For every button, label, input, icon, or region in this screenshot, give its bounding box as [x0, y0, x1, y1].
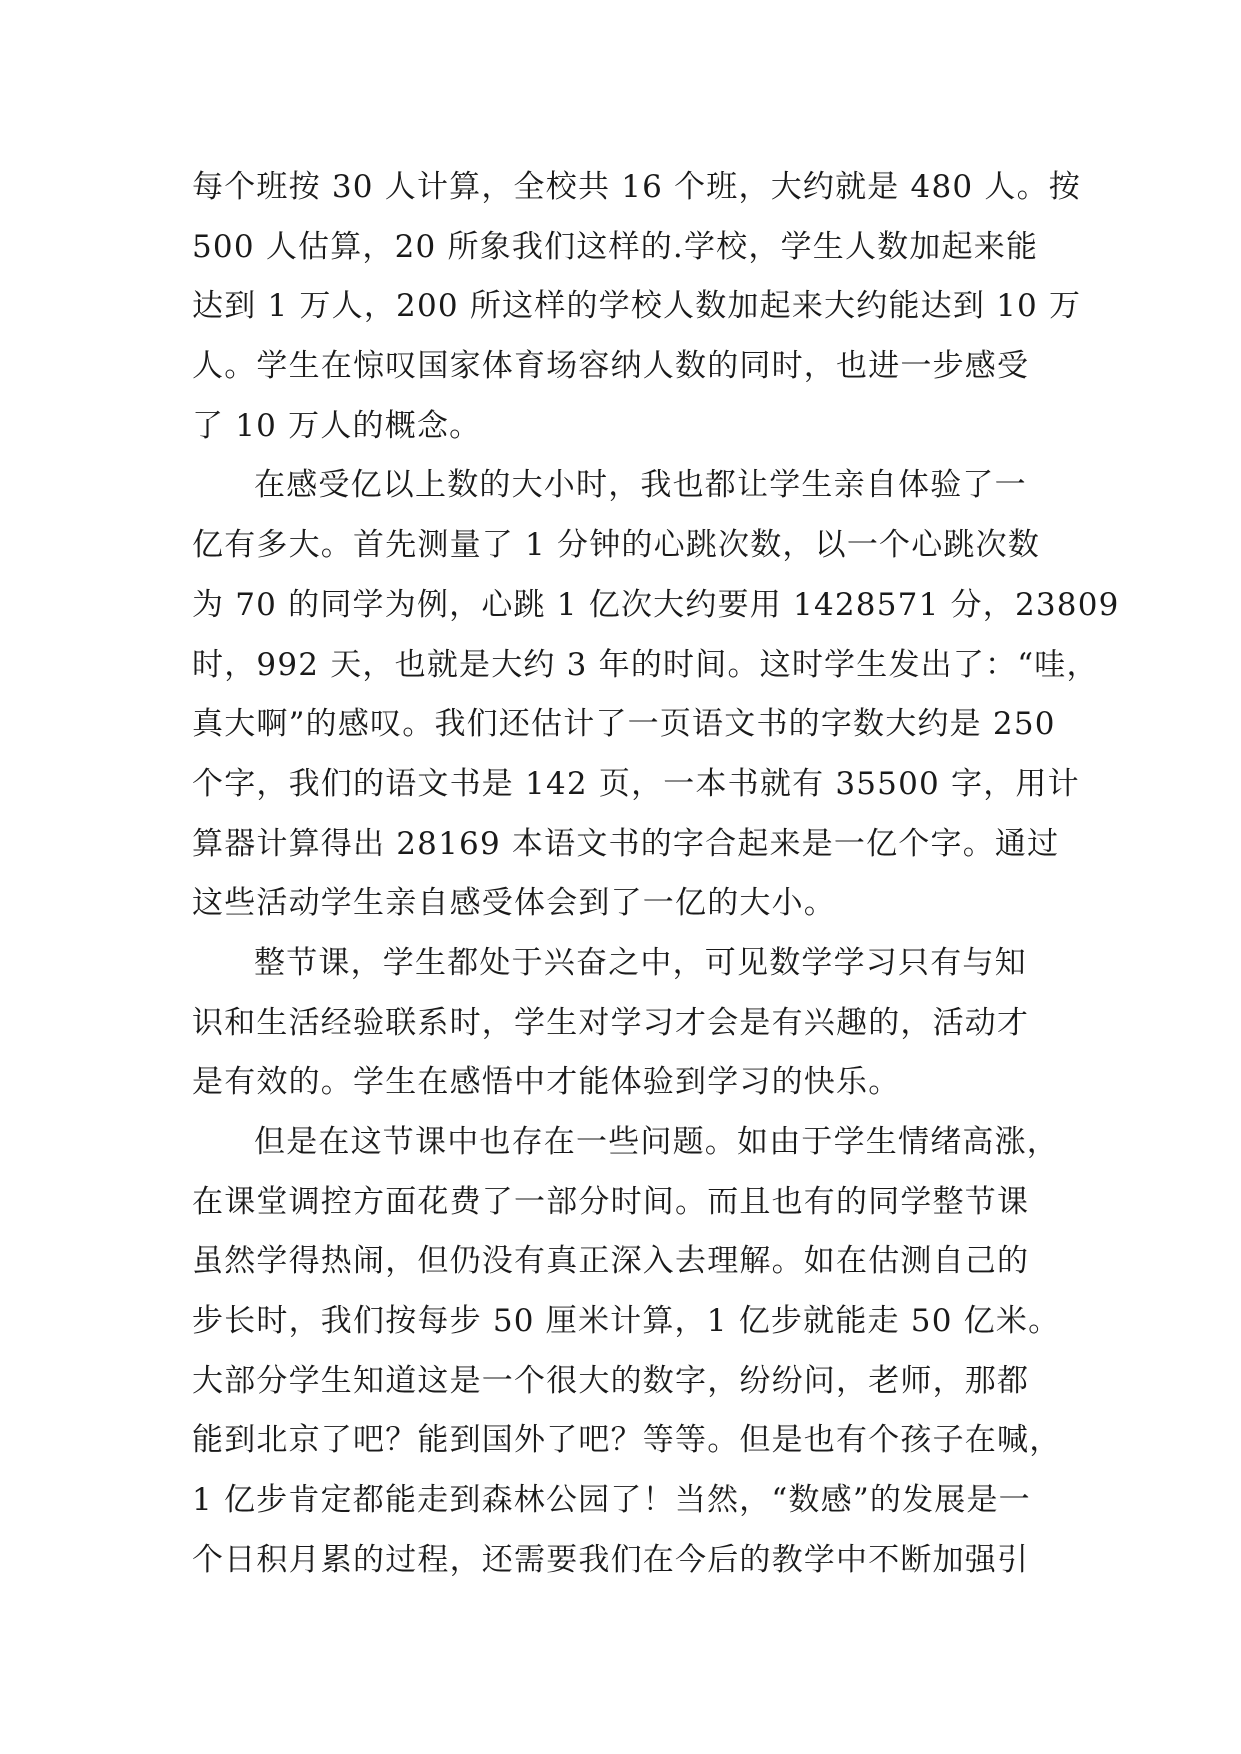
paragraph-first-line: 在感受亿以上数的大小时，我也都让学生亲自体验了一: [254, 467, 1027, 504]
text-line: 个日积月累的过程，还需要我们在今后的教学中不断加强引: [192, 1541, 1030, 1578]
text-line: 每个班按 30 人计算，全校共 16 个班，大约就是 480 人。按: [192, 169, 1081, 205]
document-body: [192, 158, 1120, 1591]
paragraph-first-line: 但是在这节课中也存在一些问题。如由于学生情绪高涨，: [254, 1124, 1059, 1160]
text-line: 是有效的。学生在感悟中才能体验到学习的快乐。: [192, 1064, 901, 1101]
text-line: 在课堂调控方面花费了一部分时间。而且也有的同学整节课: [192, 1183, 1030, 1220]
text-line: 真大啊”的感叹。我们还估计了一页语文书的字数大约是 250: [192, 706, 1056, 743]
text-line: 识和生活经验联系时，学生对学习才会是有兴趣的，活动才: [192, 1004, 1030, 1041]
text-line: 时，992 天，也就是大约 3 年的时间。这时学生发出了：“哇，: [192, 646, 1099, 683]
text-line: 虽然学得热闹，但仍没有真正深入去理解。如在估测自己的: [192, 1243, 1030, 1280]
text-line: 1 亿步肯定都能走到森林公园了！当然，“数感”的发展是一: [192, 1482, 1031, 1519]
paragraph-first-line: 整节课，学生都处于兴奋之中，可见数学学习只有与知: [254, 944, 1027, 981]
text-line: 这些活动学生亲自感受体会到了一亿的大小。: [192, 885, 836, 922]
text-line: 个字，我们的语文书是 142 页，一本书就有 35500 字，用计: [192, 765, 1080, 802]
text-line: 达到 1 万人，200 所这样的学校人数加起来大约能达到 10 万: [192, 288, 1082, 325]
text-line: 能到北京了吧？能到国外了吧？等等。但是也有个孩子在喊，: [192, 1422, 1062, 1459]
text-line: 算器计算得出 28169 本语文书的字合起来是一亿个字。通过: [192, 825, 1060, 862]
text-line: 为 70 的同学为例，心跳 1 亿次大约要用 1428571 分，23809: [192, 586, 1120, 623]
text-line: 人。学生在惊叹国家体育场容纳人数的同时，也进一步感受: [192, 348, 1030, 385]
text-line: 了 10 万人的概念。: [192, 407, 482, 444]
text-line: 步长时，我们按每步 50 厘米计算，1 亿步就能走 50 亿米。: [192, 1303, 1061, 1340]
text-line: 亿有多大。首先测量了 1 分钟的心跳次数，以一个心跳次数: [192, 527, 1041, 564]
text-line: 500 人估算，20 所象我们这样的.学校，学生人数加起来能: [192, 228, 1039, 265]
text-line: 大部分学生知道这是一个很大的数字，纷纷问，老师，那都: [192, 1362, 1030, 1399]
